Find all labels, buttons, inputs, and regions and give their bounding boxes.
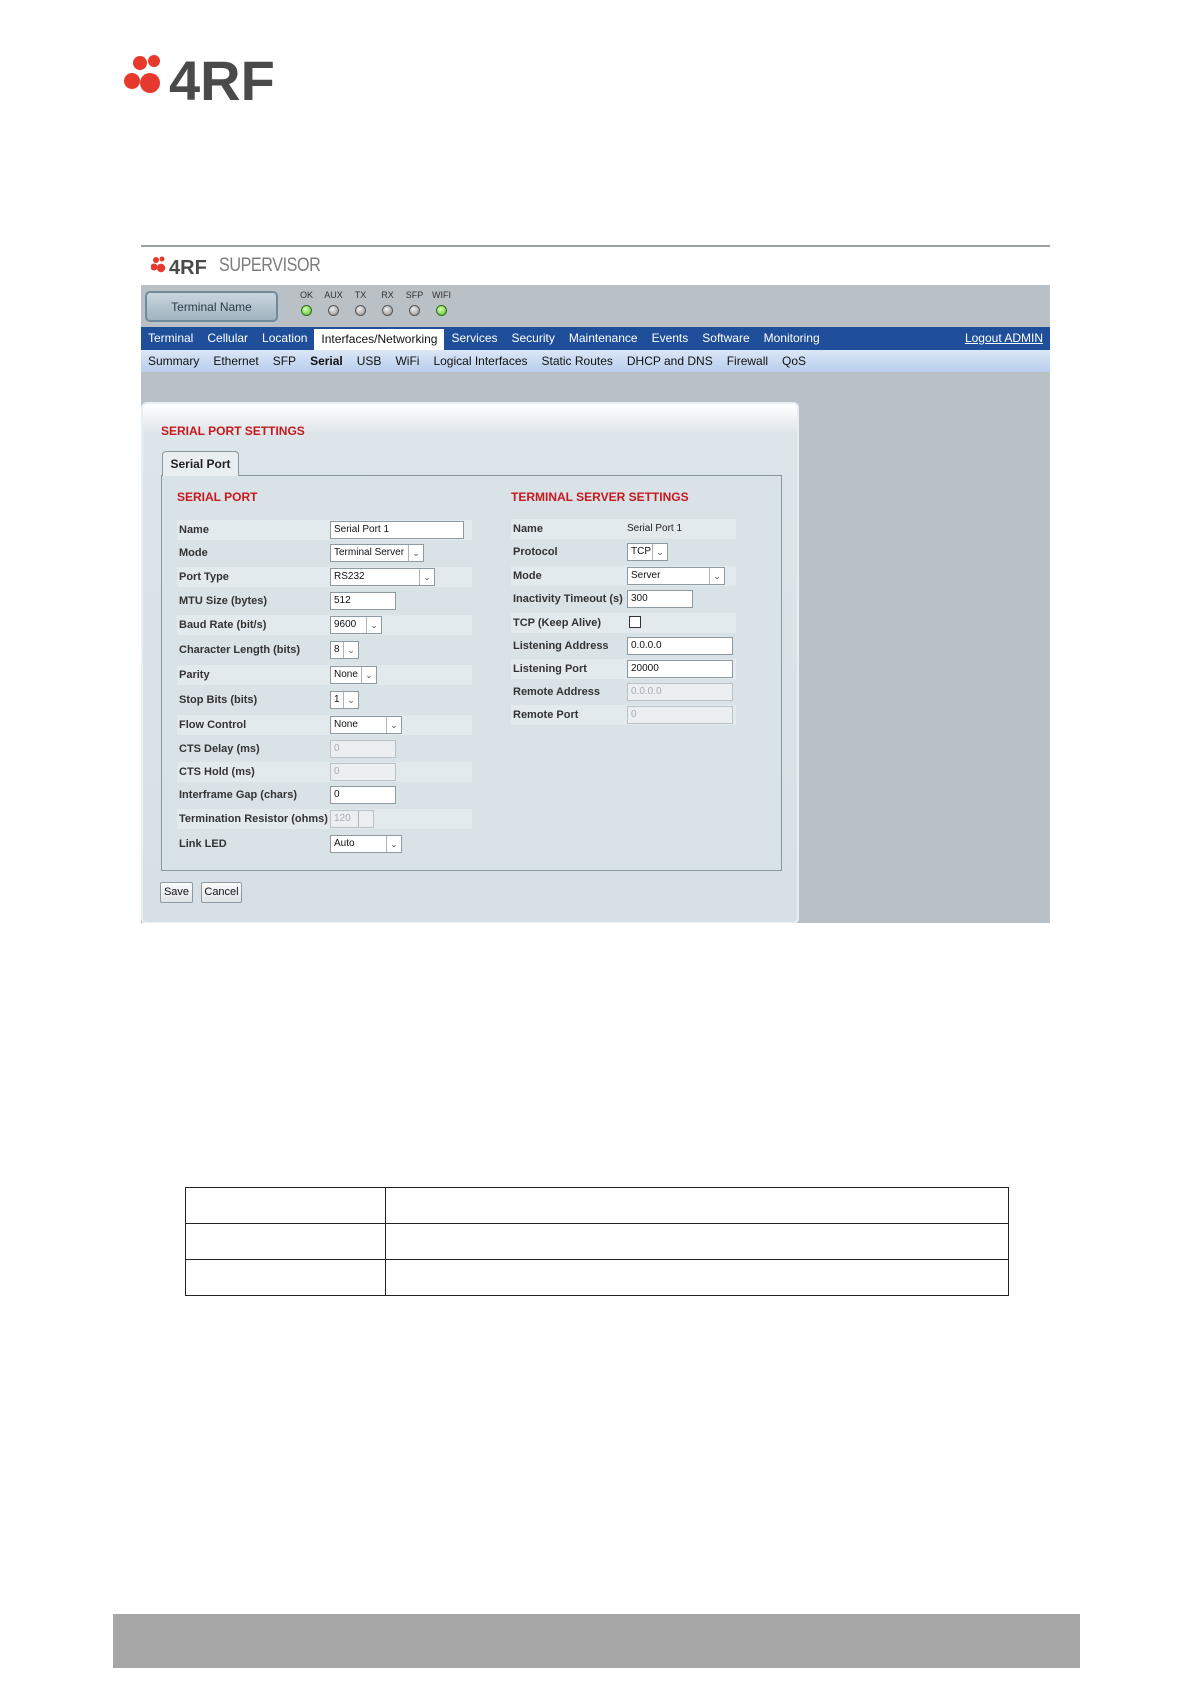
row-interframe-gap	[177, 785, 472, 805]
supervisor-window	[141, 245, 1050, 923]
chevron-down-icon: ⌄	[361, 667, 376, 683]
select-value: Terminal Server	[334, 547, 405, 558]
port-type-select[interactable]	[330, 568, 435, 586]
select-value: None	[334, 719, 358, 730]
field-label: CTS Delay (ms)	[179, 743, 260, 755]
led-label: AUX	[324, 290, 343, 300]
led-ok	[293, 289, 320, 316]
ts-name-value: Serial Port 1	[627, 523, 683, 534]
nav-cellular[interactable]: Cellular	[207, 331, 249, 345]
listen-address-input[interactable]: 0.0.0.0	[627, 637, 733, 655]
brand-logo-text: 4RF	[169, 52, 275, 108]
timeout-input[interactable]: 300	[627, 590, 693, 608]
supervisor-logo-text: 4RF	[169, 257, 207, 277]
logout-link[interactable]: Logout ADMIN	[964, 331, 1043, 345]
interframe-gap-input[interactable]: 0	[330, 786, 396, 804]
field-label: Mode	[513, 570, 542, 582]
table-cell	[386, 1260, 1009, 1296]
row-stop-bits	[177, 690, 472, 710]
field-label: Port Type	[179, 571, 229, 583]
field-label: Link LED	[179, 838, 227, 850]
chevron-down-icon: ⌄	[386, 717, 401, 733]
row-link-led	[177, 834, 472, 854]
footer-bar	[113, 1614, 1080, 1668]
mode-select[interactable]	[330, 544, 424, 562]
led-rx	[374, 289, 401, 316]
panel-title: SERIAL PORT SETTINGS	[161, 424, 305, 438]
chevron-down-icon: ⌄	[386, 836, 401, 852]
select-value: 9600	[334, 619, 357, 630]
led-indicator-icon	[301, 305, 312, 316]
chevron-down-icon: ⌄	[652, 544, 667, 560]
led-label: RX	[381, 290, 394, 300]
table-cell	[386, 1188, 1009, 1224]
table-row	[186, 1188, 1009, 1224]
led-indicator-icon	[409, 305, 420, 316]
nav-terminal[interactable]: Terminal	[148, 331, 194, 345]
field-label: TCP (Keep Alive)	[513, 617, 602, 629]
subnav-usb[interactable]: USB	[356, 354, 382, 368]
select-value: 8	[334, 644, 340, 655]
subnav-sfp[interactable]: SFP	[272, 354, 297, 368]
chevron-down-icon: ⌄	[343, 692, 358, 708]
row-protocol	[511, 542, 736, 562]
subnav-summary[interactable]: Summary	[148, 354, 200, 368]
chevron-down-icon	[358, 811, 373, 827]
field-label: Flow Control	[179, 719, 247, 731]
flow-control-select[interactable]	[330, 716, 402, 734]
row-flow-control	[177, 715, 472, 735]
main-nav	[141, 327, 1050, 350]
nav-monitoring[interactable]: Monitoring	[763, 331, 820, 345]
termination-select[interactable]	[330, 810, 374, 828]
row-keepalive	[511, 613, 736, 633]
row-char-length	[177, 640, 472, 660]
select-value: 1	[334, 694, 340, 705]
supervisor-logo	[151, 253, 338, 279]
supervisor-logo-icon	[151, 255, 213, 277]
select-value: RS232	[334, 571, 365, 582]
subnav-logical-interfaces[interactable]: Logical Interfaces	[433, 354, 528, 368]
remote-port-input[interactable]: 0	[627, 706, 733, 724]
row-mode	[177, 543, 472, 563]
nav-location[interactable]: Location	[262, 331, 308, 345]
led-label: SFP	[405, 290, 424, 300]
field-label: Termination Resistor (ohms)	[179, 813, 328, 825]
led-tx	[347, 289, 374, 316]
parity-select[interactable]	[330, 666, 377, 684]
nav-security[interactable]: Security	[511, 331, 555, 345]
nav-interfaces-networking[interactable]: Interfaces/Networking	[314, 329, 444, 350]
led-label: OK	[299, 290, 313, 300]
subnav-serial[interactable]: Serial	[310, 354, 343, 368]
field-label: Mode	[179, 547, 208, 559]
cts-hold-input[interactable]: 0	[330, 763, 396, 781]
table-cell	[186, 1188, 386, 1224]
ts-mode-select[interactable]	[627, 567, 725, 585]
sub-nav	[141, 350, 1050, 372]
row-cts-delay	[177, 739, 472, 759]
led-indicator-icon	[328, 305, 339, 316]
row-termination	[177, 809, 472, 829]
nav-software[interactable]: Software	[702, 331, 750, 345]
field-label: Listening Address	[513, 640, 609, 652]
mtu-input[interactable]: 512	[330, 592, 396, 610]
nav-services[interactable]: Services	[451, 331, 498, 345]
cancel-button[interactable]: Cancel	[201, 882, 242, 903]
chevron-down-icon: ⌄	[343, 642, 358, 658]
document-table	[185, 1187, 1009, 1296]
select-value: 120	[334, 813, 351, 824]
tab-serial-port[interactable]: Serial Port	[162, 451, 239, 476]
led-indicator-icon	[355, 305, 366, 316]
chevron-down-icon: ⌄	[419, 569, 434, 585]
row-cts-hold	[177, 762, 472, 782]
field-label: CTS Hold (ms)	[179, 766, 255, 778]
chevron-down-icon: ⌄	[709, 568, 724, 584]
field-label: Inactivity Timeout (s)	[513, 593, 623, 605]
field-label: Name	[513, 523, 543, 535]
subnav-dhcp-dns[interactable]: DHCP and DNS	[626, 354, 713, 368]
field-label: Protocol	[513, 546, 558, 558]
brand-logo	[123, 52, 303, 108]
field-label: Remote Address	[513, 686, 601, 698]
subnav-static-routes[interactable]: Static Routes	[541, 354, 613, 368]
table-cell	[386, 1224, 1009, 1260]
field-label: Stop Bits (bits)	[179, 694, 258, 706]
serial-port-heading: SERIAL PORT	[177, 490, 258, 504]
nav-maintenance[interactable]: Maintenance	[568, 331, 638, 345]
tab-body	[161, 475, 782, 871]
select-value: Server	[631, 570, 661, 581]
table-row	[186, 1260, 1009, 1296]
row-ts-name	[511, 519, 736, 539]
field-label: Parity	[179, 669, 210, 681]
subnav-ethernet[interactable]: Ethernet	[213, 354, 259, 368]
table-row	[186, 1224, 1009, 1260]
protocol-select[interactable]	[627, 543, 668, 561]
led-label: WIFI	[432, 290, 451, 300]
status-bar	[141, 285, 1050, 327]
led-label: TX	[354, 290, 367, 300]
led-indicator-icon	[382, 305, 393, 316]
subnav-qos[interactable]: QoS	[782, 354, 807, 368]
terminal-name-button[interactable]: Terminal Name	[145, 291, 278, 322]
brand-logo-icon	[123, 52, 303, 108]
serial-name-input[interactable]: Serial Port 1	[330, 521, 464, 539]
table-cell	[186, 1260, 386, 1296]
cts-delay-input[interactable]: 0	[330, 740, 396, 758]
select-value: TCP	[631, 546, 651, 557]
chevron-down-icon: ⌄	[408, 545, 423, 561]
char-length-select[interactable]	[330, 641, 359, 659]
stop-bits-select[interactable]	[330, 691, 359, 709]
listen-port-input[interactable]: 20000	[627, 660, 733, 678]
field-label: Baud Rate (bit/s)	[179, 619, 267, 631]
terminal-server-heading: TERMINAL SERVER SETTINGS	[511, 490, 689, 504]
row-baud	[177, 615, 472, 635]
save-button[interactable]: Save	[160, 882, 193, 903]
row-mtu	[177, 591, 472, 611]
field-label: Remote Port	[513, 709, 579, 721]
led-wifi	[428, 289, 455, 316]
link-led-select[interactable]	[330, 835, 402, 853]
select-value: Auto	[334, 838, 355, 849]
table-cell	[186, 1224, 386, 1260]
led-indicator-icon	[436, 305, 447, 316]
led-panel	[293, 289, 455, 316]
remote-address-input[interactable]: 0.0.0.0	[627, 683, 733, 701]
row-timeout	[511, 589, 736, 609]
field-label: Listening Port	[513, 663, 587, 675]
select-value: None	[334, 669, 358, 680]
subnav-wifi[interactable]: WiFi	[395, 354, 420, 368]
settings-panel	[141, 402, 799, 923]
supervisor-title: SUPERVISOR	[219, 255, 321, 276]
chevron-down-icon: ⌄	[366, 617, 381, 633]
supervisor-header	[141, 247, 1050, 285]
field-label: Character Length (bits)	[179, 644, 301, 656]
subnav-firewall[interactable]: Firewall	[726, 354, 769, 368]
led-sfp	[401, 289, 428, 316]
row-parity	[177, 665, 472, 685]
led-aux	[320, 289, 347, 316]
keepalive-checkbox[interactable]	[629, 616, 641, 628]
field-label: MTU Size (bytes)	[179, 595, 268, 607]
field-label: Name	[179, 524, 209, 536]
field-label: Interframe Gap (chars)	[179, 789, 297, 801]
baud-select[interactable]	[330, 616, 382, 634]
nav-events[interactable]: Events	[651, 331, 689, 345]
